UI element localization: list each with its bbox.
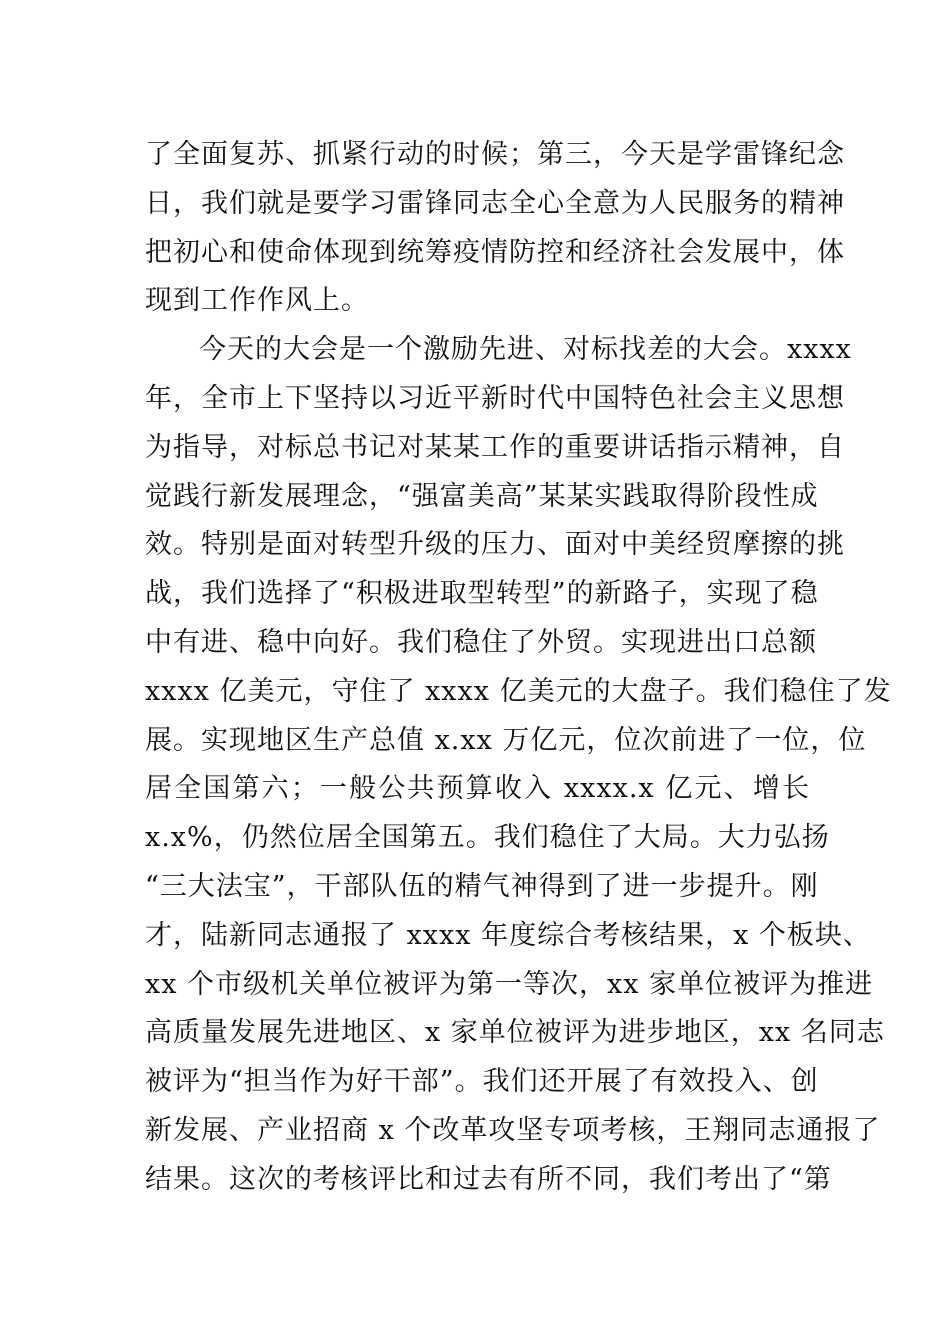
text-line: xxxx 亿美元，守住了 xxxx 亿美元的大盘子。我们稳住了发 [145,675,892,707]
text-line: 结果。这次的考核评比和过去有所不同，我们考出了“第 [145,1163,832,1195]
text-line: 战，我们选择了“积极进取型转型”的新路子，实现了稳 [145,578,819,610]
text-line: 为指导，对标总书记对某某工作的重要讲话指示精神，自 [145,431,845,463]
text-line: xx 个市级机关单位被评为第一等次，xx 家单位被评为推进 [145,968,874,1000]
paragraph-1 [145,131,845,326]
text-line: 效。特别是面对转型升级的压力、面对中美经贸摩擦的挑 [145,529,845,561]
text-line: 今天的大会是一个激励先进、对标找差的大会。xxxx [199,334,852,366]
paragraph-2 [145,326,892,1204]
text-line: 被评为“担当作为好干部”。我们还开展了有效投入、创 [145,1066,819,1098]
text-line: 现到工作作风上。 [145,285,369,317]
text-line: 中有进、稳中向好。我们稳住了外贸。实现进出口总额 [145,626,817,658]
text-line: 年，全市上下坚持以习近平新时代中国特色社会主义思想 [145,382,845,414]
text-line: 把初心和使命体现到统筹疫情防控和经济社会发展中，体 [145,236,845,268]
text-line: 了全面复苏、抓紧行动的时候；第三，今天是学雷锋纪念 [145,139,845,170]
text-line: 居全国第六；一般公共预算收入 xxxx.x 亿元、增长 [145,773,810,805]
text-line: x.x%，仍然位居全国第五。我们稳住了大局。大力弘扬 [145,822,830,854]
text-line: 高质量发展先进地区、x 家单位被评为进步地区，xx 名同志 [145,1017,885,1049]
text-line: 新发展、产业招商 x 个改革攻坚专项考核，王翔同志通报了 [145,1114,881,1146]
text-line: 日，我们就是要学习雷锋同志全心全意为人民服务的精神 [145,187,845,219]
text-line: 展。实现地区生产总值 x.xx 万亿元，位次前进了一位，位 [145,724,867,756]
body-text [145,131,892,1205]
text-line: 觉践行新发展理念，“强富美高”某某实践取得阶段性成 [145,480,819,512]
text-line: “三大法宝”，干部队伍的精气神得到了进一步提升。刚 [145,870,819,902]
text-line: 才，陆新同志通报了 xxxx 年度综合考核结果，x 个板块、 [145,919,871,951]
